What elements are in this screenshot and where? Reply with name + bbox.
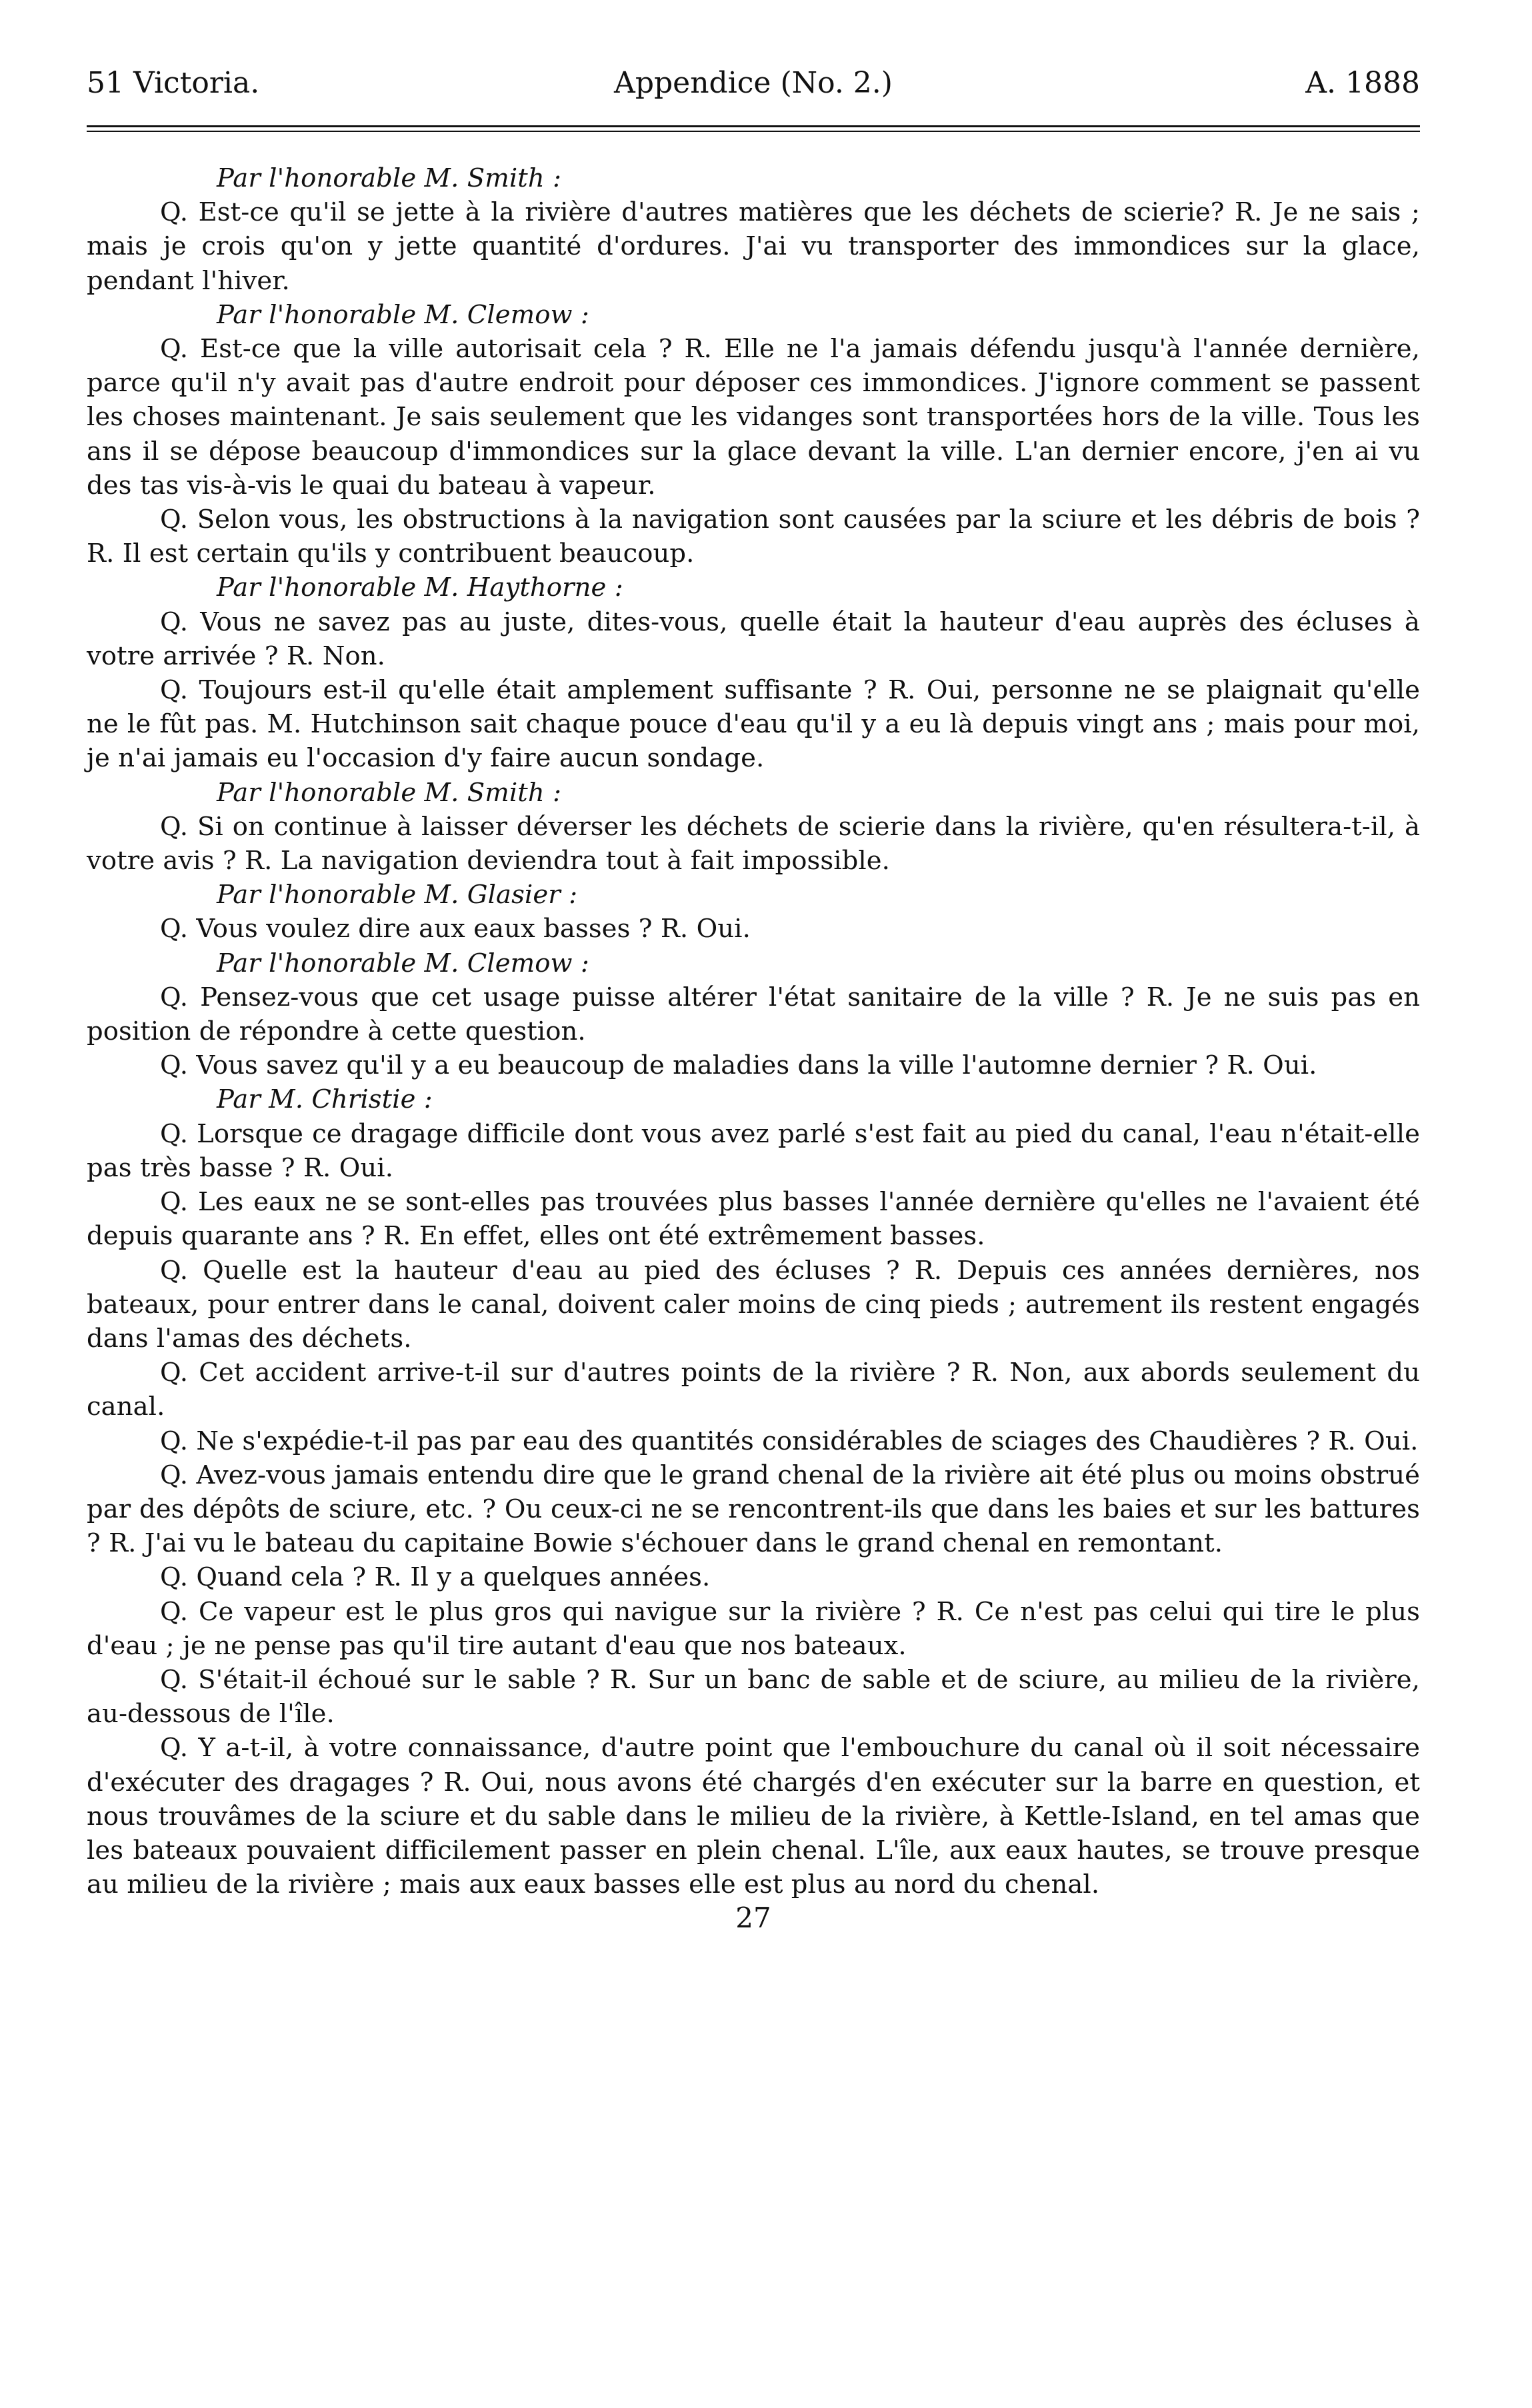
testimony-paragraph: Q. Est-ce que la ville autorisait cela ? R. Elle ne l'a jamais défendu jusqu'à l'année dernière, parce qu'il n'y avait pas d'autre endroit pour déposer ces immondices. J'ignore comment se passent les choses maintenant. Je sais seulement que les vidanges sont transportées hors de la ville. Tous les ans il se dépose beaucoup d'immondices sur la glace devant la ville. L'an dernier encore, j'en ai vu des tas vis-à-vis le quai du bateau à vapeur. [87,334,1420,501]
testimony-paragraph: Q. Ne s'expédie-t-il pas par eau des quantités considérables de sciages des Chaudières ? R. Oui. [160,1426,1419,1456]
testimony-paragraph: Q. Pensez-vous que cet usage puisse altérer l'état sanitaire de la ville ? R. Je ne suis pas en position de répondre à cette question. [87,982,1420,1047]
speaker-heading: Par l'honorable M. Glasier : [217,880,578,910]
header-year: A. 1888 [1305,66,1420,100]
header-double-rule [87,125,1420,132]
testimony-paragraph: Q. Vous savez qu'il y a eu beaucoup de maladies dans la ville l'automne dernier ? R. Oui. [160,1050,1317,1081]
testimony-paragraph: Q. Lorsque ce dragage difficile dont vous avez parlé s'est fait au pied du canal, l'eau n'était-elle pas très basse ? R. Oui. [87,1118,1420,1183]
speaker-heading: Par l'honorable M. Smith : [217,777,562,808]
testimony-paragraph: Q. Toujours est-il qu'elle était amplement suffisante ? R. Oui, personne ne se plaignait qu'elle ne le fût pas. M. Hutchinson sait chaque pouce d'eau qu'il y a eu là depuis vingt ans ; mais pour moi, je n'ai jamais eu l'occasion d'y faire aucun sondage. [87,675,1420,774]
speaker-heading: Par l'honorable M. Clemow : [217,948,589,978]
speaker-heading: Par M. Christie : [217,1084,433,1115]
speaker-heading: Par l'honorable M. Clemow : [217,299,589,330]
document-page [87,53,1420,2386]
testimony-paragraph: Q. Est-ce qu'il se jette à la rivière d'autres matières que les déchets de scierie? R. Je ne sais ; mais je crois qu'on y jette quantité d'ordures. J'ai vu transporter des immondices sur la glace, pendant l'hiver. [87,197,1420,296]
testimony-paragraph: Q. Ce vapeur est le plus gros qui navigue sur la rivière ? R. Ce n'est pas celui qui tire le plus d'eau ; je ne pense pas qu'il tire autant d'eau que nos bateaux. [87,1596,1420,1661]
testimony-paragraph: Q. Selon vous, les obstructions à la navigation sont causées par la sciure et les débris de bois ? R. Il est certain qu'ils y contribuent beaucoup. [87,505,1420,569]
testimony-paragraph: Q. Y a-t-il, à votre connaissance, d'autre point que l'embouchure du canal où il soit nécessaire d'exécuter des dragages ? R. Oui, nous avons été chargés d'en exécuter sur la barre en question, et nous trouvâmes de la sciure et du sable dans le milieu de la rivière, à Kettle-Island, en tel amas que les bateaux pouvaient difficilement passer en plein chenal. L'île, aux eaux hautes, se trouve presque au milieu de la rivière ; mais aux eaux basses elle est plus au nord du chenal. [87,1733,1420,1900]
testimony-paragraph: Q. Quelle est la hauteur d'eau au pied des écluses ? R. Depuis ces années dernières, nos bateaux, pour entrer dans le canal, doivent caler moins de cinq pieds ; autrement ils restent engagés dans l'amas des déchets. [87,1255,1420,1354]
header-session: 51 Victoria. [87,66,260,100]
testimony-paragraph: Q. Les eaux ne se sont-elles pas trouvées plus basses l'année dernière qu'elles ne l'avaient été depuis quarante ans ? R. En effet, elles ont été extrêmement basses. [87,1187,1420,1252]
page-number: 27 [735,1901,771,1935]
speaker-heading: Par l'honorable M. Haythorne : [217,573,623,603]
document-body [87,161,1420,1901]
testimony-paragraph: Q. Vous ne savez pas au juste, dites-vous, quelle était la hauteur d'eau auprès des écluses à votre arrivée ? R. Non. [87,606,1420,671]
page-header [87,53,1420,113]
testimony-paragraph: Q. Si on continue à laisser déverser les déchets de scierie dans la rivière, qu'en résultera-t-il, à votre avis ? R. La navigation deviendra tout à fait impossible. [87,811,1420,876]
testimony-paragraph: Q. S'était-il échoué sur le sable ? R. Sur un banc de sable et de sciure, au milieu de la rivière, au-dessous de l'île. [87,1664,1420,1730]
speaker-heading: Par l'honorable M. Smith : [217,163,562,193]
testimony-paragraph: Q. Cet accident arrive-t-il sur d'autres points de la rivière ? R. Non, aux abords seulement du canal. [87,1358,1420,1422]
testimony-paragraph: Q. Vous voulez dire aux eaux basses ? R. Oui. [160,914,751,944]
header-appendix: Appendice (No. 2.) [614,66,893,100]
testimony-paragraph: Q. Quand cela ? R. Il y a quelques années. [160,1562,711,1593]
testimony-paragraph: Q. Avez-vous jamais entendu dire que le grand chenal de la rivière ait été plus ou moins obstrué par des dépôts de sciure, etc. ? Ou ceux-ci ne se rencontrent-ils que dans les baies et sur les battures ? R. J'ai vu le bateau du capitaine Bowie s'échouer dans le grand chenal en remontant. [87,1460,1420,1559]
